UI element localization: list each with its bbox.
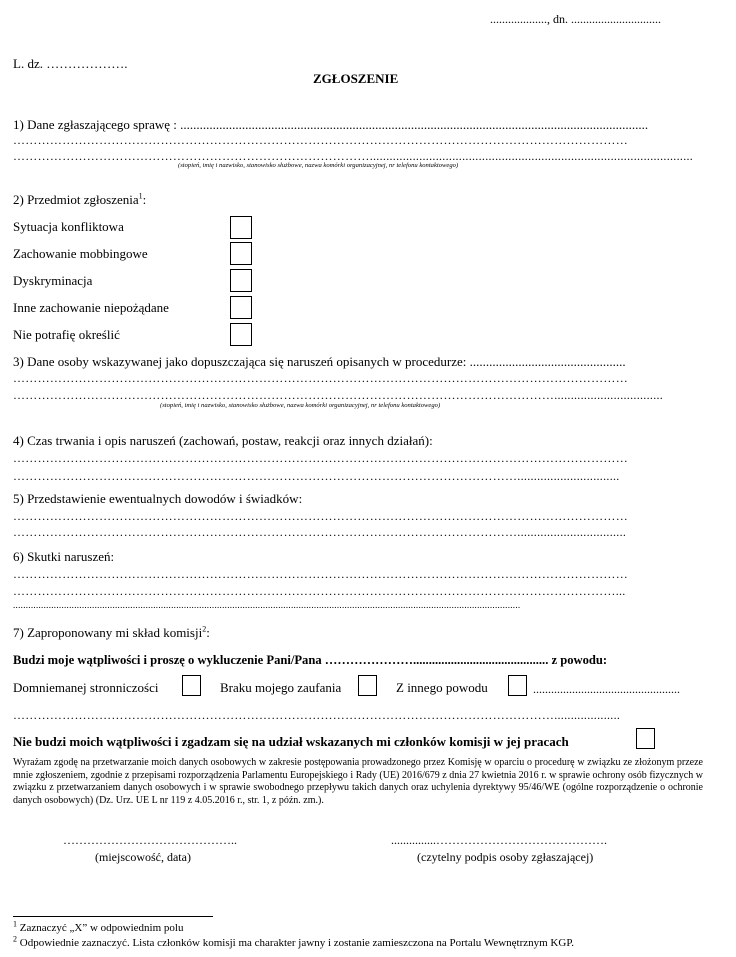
footnote-separator	[13, 916, 213, 917]
signature-field[interactable]: ...............…………………………………….	[391, 833, 607, 847]
option-mobbing-label: Zachowanie mobbingowe	[13, 246, 148, 261]
section-7-extra-line[interactable]: ……………………………………………………………………………………………………………………....................	[13, 708, 621, 722]
section-4-line-3[interactable]: ……………………………………………………………………………………………………………...............................ﾠ	[13, 469, 632, 483]
reason-no-trust-label: Braku mojego zaufania	[220, 680, 342, 695]
section-1-hint: (stopień, imię i nazwisko, stanowisko służbowe, nazwa komórki organizacyjnej, nr telefonu kontaktowego)	[178, 162, 459, 169]
section-6-line-3[interactable]: …………………………………………………………………………………………………………………………………...	[13, 584, 626, 598]
no-objection-statement: Nie budzi moich wątpliwości i zgadzam się na udział wskazanych mi członków komisji w jej pracach	[13, 734, 569, 749]
section-1-label: 1) Dane zgłaszającego sprawę : ................................................................................................................................................	[13, 117, 649, 132]
place-date-caption: (miejscowość, data)	[95, 850, 191, 864]
section-2-label	[13, 192, 146, 208]
section-1-line-2[interactable]: ……………………………………………………………………………………………………………………………………	[13, 133, 628, 147]
no-objection-checkbox[interactable]	[636, 728, 655, 749]
footnote-2	[13, 934, 574, 949]
option-other-behavior-checkbox[interactable]	[230, 296, 252, 319]
reason-bias-label: Domniemanej stronniczości	[13, 680, 159, 695]
section-2-colon: :	[142, 192, 147, 207]
section-3-line-3[interactable]: …………………………………………………………………………………………………………………….................................	[13, 388, 664, 402]
place-date-signature-field[interactable]: ……………………………………..	[63, 833, 237, 847]
section-5-line-3[interactable]: …………………………………………………………………………………………………………….................................	[13, 525, 627, 539]
section-4-line-2[interactable]: ……………………………………………………………………………………………………………………………………	[13, 451, 628, 465]
footnote-ref-2: 2	[202, 624, 207, 634]
reason-bias-checkbox[interactable]	[182, 675, 201, 696]
place-date-field[interactable]: ..................., dn. ..............................	[490, 12, 661, 26]
reason-other-label: Z innego powodu	[396, 680, 488, 695]
reference-number[interactable]: L. dz. ……………….	[13, 56, 128, 71]
section-7-title: 7) Zaproponowany mi skład komisji	[13, 625, 203, 640]
option-discrimination-label: Dyskryminacja	[13, 273, 93, 288]
option-cannot-determine-checkbox[interactable]	[230, 323, 252, 346]
reason-other-field[interactable]: .................................................	[533, 682, 680, 696]
section-1-line-3[interactable]: ……………………………………………………………………………..................................................................................................	[13, 149, 694, 163]
signature-caption: (czytelny podpis osoby zgłaszającej)	[417, 850, 594, 864]
reason-other-checkbox[interactable]	[508, 675, 527, 696]
option-mobbing-checkbox[interactable]	[230, 242, 252, 265]
section-2-title: 2) Przedmiot zgłoszenia	[13, 192, 139, 207]
section-5-label: 5) Przedstawienie ewentualnych dowodów i świadków:	[13, 491, 303, 506]
option-other-behavior-label: Inne zachowanie niepożądane	[13, 300, 169, 315]
footnote-2-mark: 2	[13, 934, 17, 944]
footnote-1	[13, 919, 184, 934]
section-3-hint: (stopień, imię i nazwisko, stanowisko służbowe, nazwa komórki organizacyjnej, nr telefonu kontaktowego)	[160, 402, 441, 409]
footnote-2-text: Odpowiednie zaznaczyć. Lista członków komisji ma charakter jawny i zostanie zamieszczona na Portalu Wewnętrznym KGP.	[17, 937, 574, 949]
section-6-line-2[interactable]: ……………………………………………………………………………………………………………………………………	[13, 567, 628, 581]
option-cannot-determine-label: Nie potrafię określić	[13, 327, 120, 342]
exclusion-request-line[interactable]: Budzi moje wątpliwości i proszę o wykluczenie Pani/Pana …………………........................................... z powodu:	[13, 653, 608, 667]
reason-no-trust-checkbox[interactable]	[358, 675, 377, 696]
footnote-ref-1: 1	[138, 191, 143, 201]
data-processing-consent: Wyrażam zgodę na przetwarzanie moich danych osobowych w zakresie postępowania prowadzonego przez Komisję w oparciu o procedurę w związku ze złożonym przeze mnie zgłoszeniem, zgodnie z przepisami rozporządzenia Parlamentu Europejskiego i Rady (UE) 2016/679 z dnia 27 kwietnia 2016 r. w sprawie ochrony osób fizycznych w związku z przetwarzaniem danych osobowych i w sprawie swobodnego przepływu takich danych oraz uchylenia dyrektywy 95/46/WE (ogólne rozporządzenie o ochronie danych osobowych) (Dz. Urz. UE L nr 119 z 4.05.2016 r., str. 1, z późn. zm.).	[13, 757, 703, 806]
section-4-label: 4) Czas trwania i opis naruszeń (zachowań, postaw, reakcji oraz innych działań):	[13, 433, 433, 448]
page-title: ZGŁOSZENIE	[313, 71, 399, 86]
section-3-line-2[interactable]: ……………………………………………………………………………………………………………………………………	[13, 371, 628, 385]
section-7-colon: :	[206, 625, 210, 640]
section-5-line-2[interactable]: ……………………………………………………………………………………………………………………………………	[13, 509, 628, 523]
option-discrimination-checkbox[interactable]	[230, 269, 252, 292]
option-conflict-checkbox[interactable]	[230, 216, 252, 239]
footnote-1-mark: 1	[13, 919, 17, 929]
section-7-label	[13, 625, 210, 641]
option-conflict-label: Sytuacja konfliktowa	[13, 219, 124, 234]
section-3-label: 3) Dane osoby wskazywanej jako dopuszczająca się naruszeń opisanych w procedurze: ................................................	[13, 354, 626, 369]
footnote-1-text: Zaznaczyć „X” w odpowiednim polu	[17, 922, 184, 934]
section-6-line-4[interactable]: .......................................................................................................................................................................................................	[13, 600, 521, 610]
section-6-label: 6) Skutki naruszeń:	[13, 549, 115, 564]
